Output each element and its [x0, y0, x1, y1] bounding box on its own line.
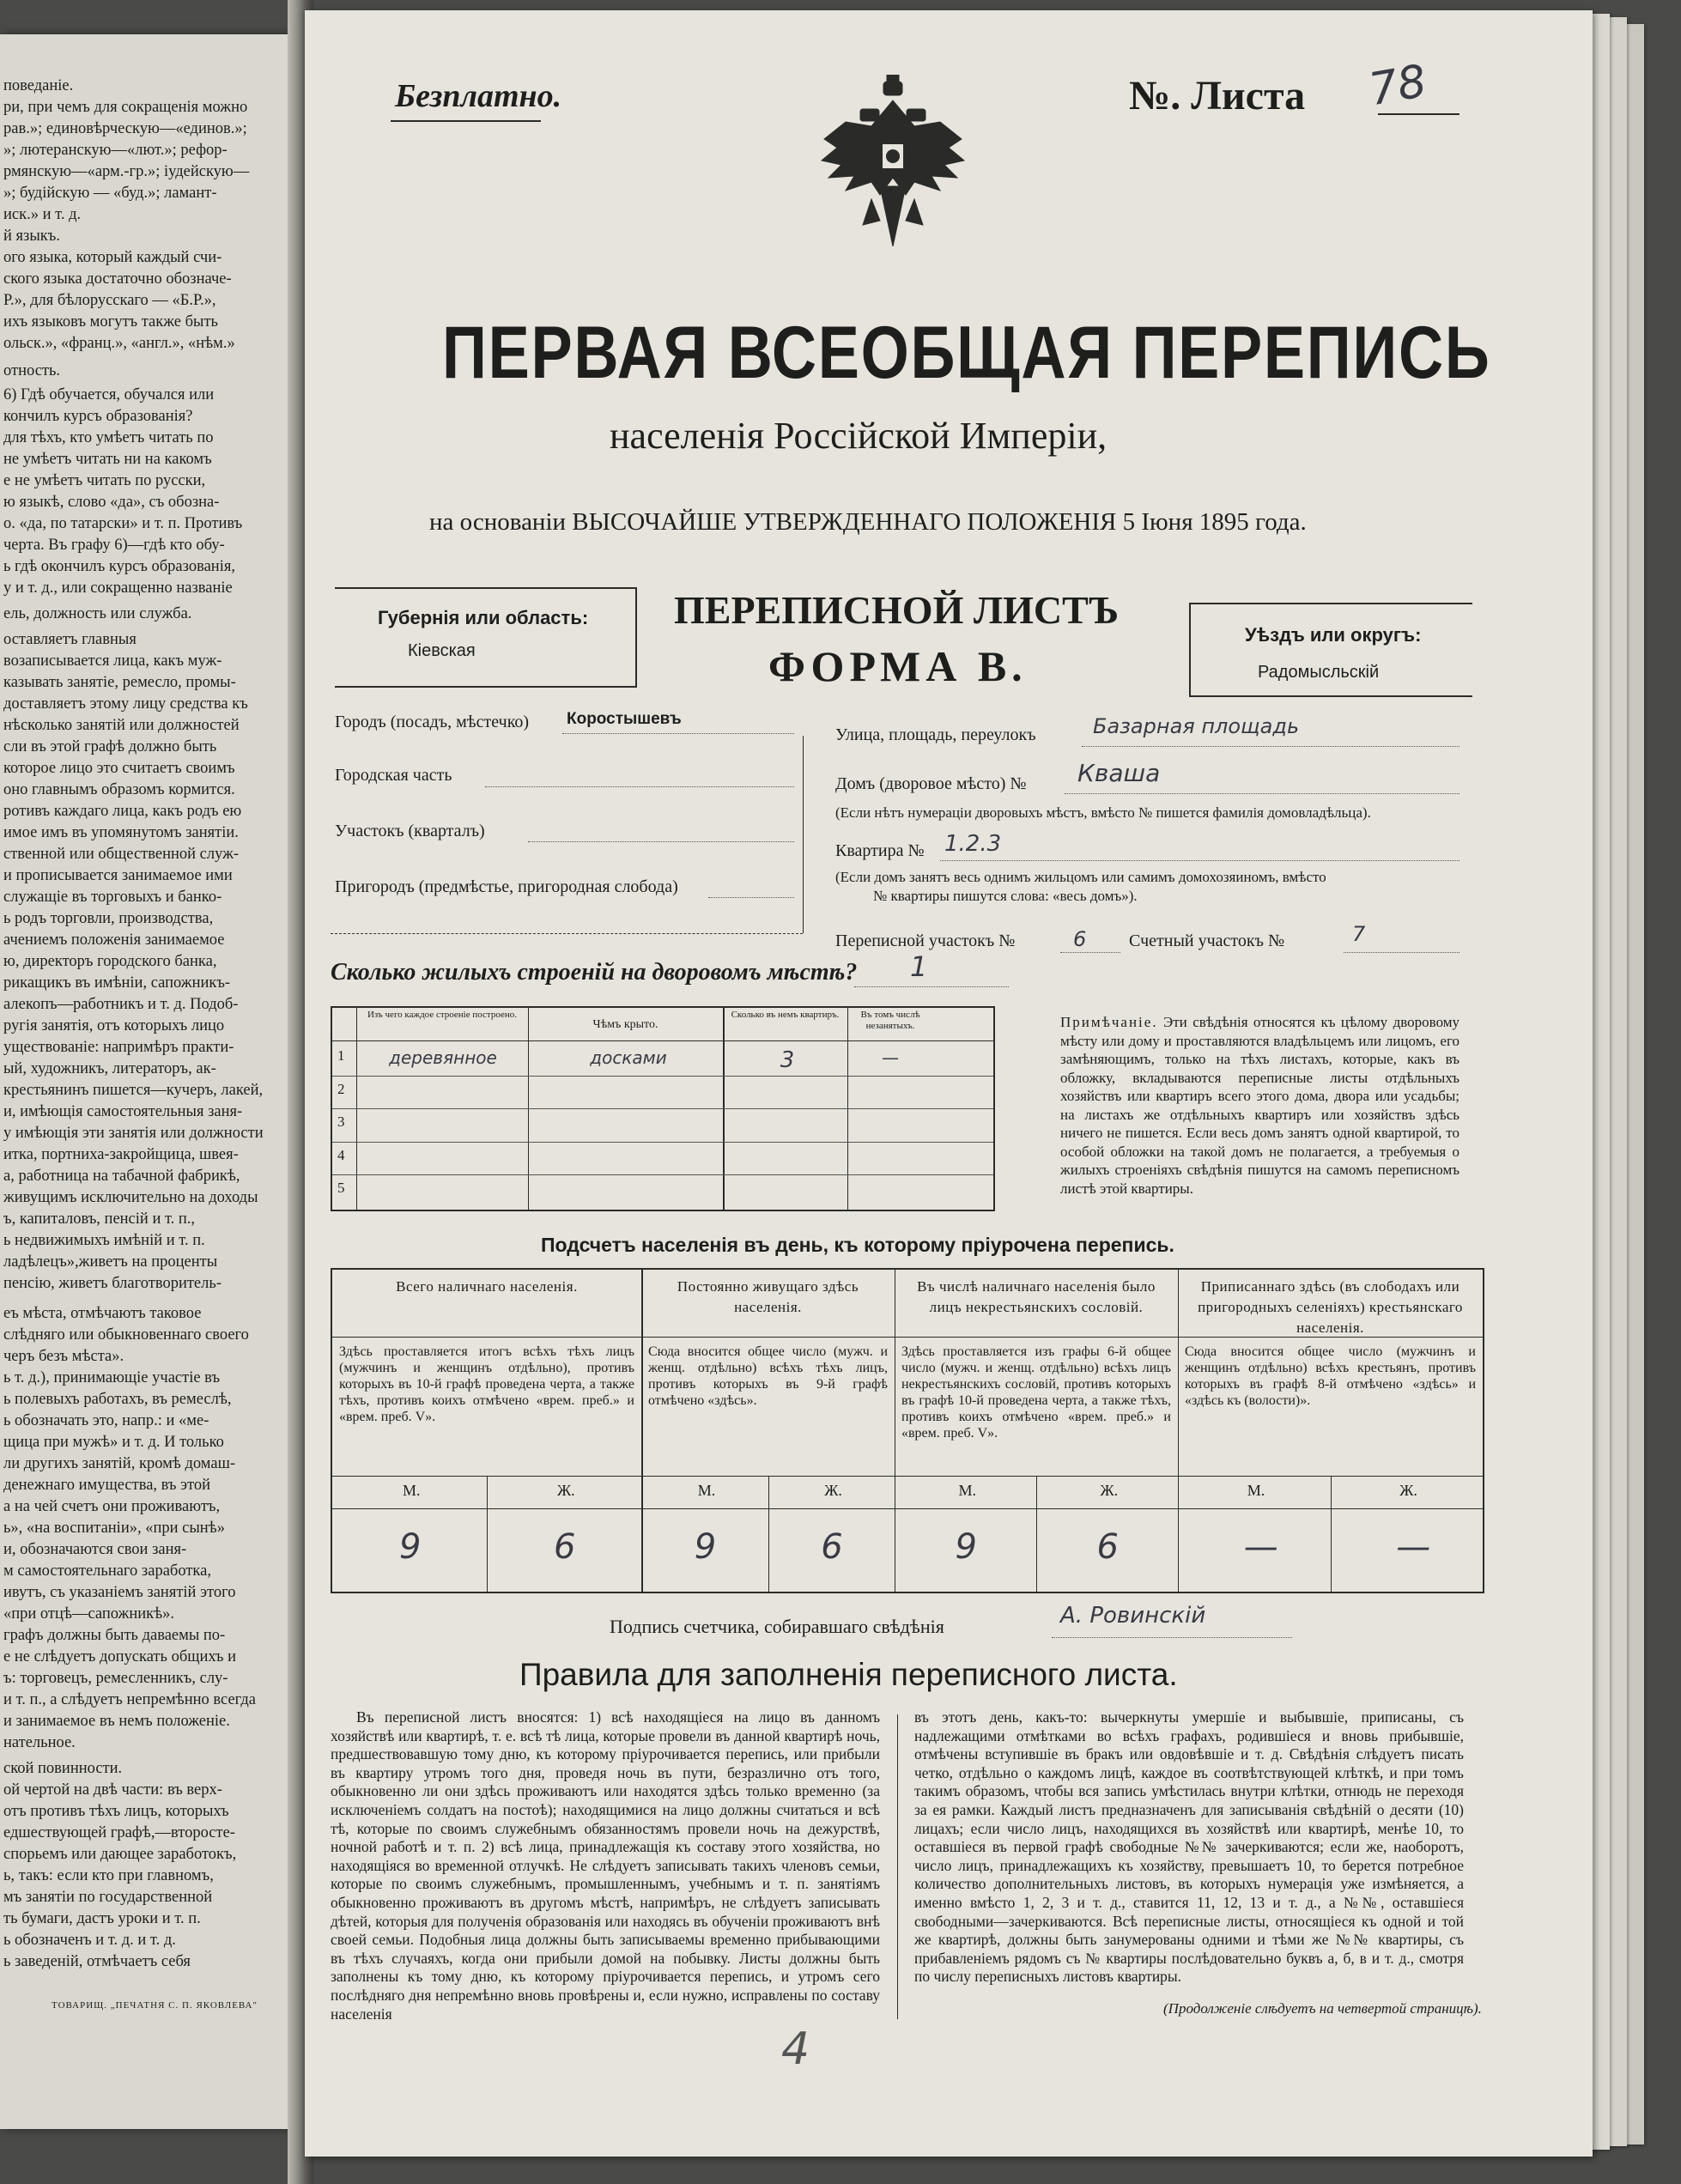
buildings-row-line: [332, 1174, 993, 1175]
left-page-line: е не слѣдуетъ допускать общихъ и: [3, 1648, 237, 1665]
city-part-line: [485, 786, 794, 787]
box-line-right-top: [1189, 603, 1472, 604]
left-page-line: и т. п., а слѣдуетъ непремѣнно всегда: [3, 1691, 256, 1708]
street-value: Базарная площадь: [1093, 714, 1300, 738]
population-col-desc: Сюда вносится общее число (мужчинъ и женщинъ отдѣльно) всѣхъ крестьянъ, противъ которыхъ въ графѣ 8-й отмѣчено «здѣсь» и «здѣсь къ (волости)».: [1185, 1344, 1476, 1408]
signature-line: [1052, 1637, 1292, 1638]
apartment-note-1: (Если домъ занятъ весь однимъ жильцомъ или самимъ домохозяиномъ, вмѣсто: [835, 869, 1326, 885]
left-page-line: »; будійскую — «буд.»; ламант-: [3, 185, 217, 202]
left-page-line: и, имѣющія самостоятельныя заня-: [3, 1103, 243, 1120]
buildings-row-number: 1: [337, 1047, 345, 1064]
left-page-line: ъ, капиталовъ, пенсій и т. п.,: [3, 1210, 196, 1228]
left-page-line: отъ противъ тѣхъ лицъ, которыхъ: [3, 1803, 229, 1820]
address-divider: [803, 736, 804, 933]
left-page-line: рикащикъ въ имѣніи, сапожникъ-: [3, 974, 231, 992]
population-col-line: [1178, 1270, 1179, 1592]
buildings-header-line: [332, 1040, 993, 1041]
count-district-line: [1344, 952, 1459, 953]
left-page-line: ь родъ торговли, производства,: [3, 910, 214, 927]
sheet-number-underline: [1378, 113, 1459, 115]
rules-title: Правила для заполненія переписного листа.: [519, 1657, 1178, 1692]
left-page-line: сли въ этой графѣ должно быть: [3, 738, 217, 755]
population-male-label: М.: [1247, 1482, 1265, 1499]
left-page-line: кончилъ курсъ образованія?: [3, 408, 193, 425]
population-col-desc: Здѣсь проставляется изъ графы 6-й общее число (мужч. и женщ. отдѣльно) всѣхъ лицъ некрестьянскихъ сословій, противъ которыхъ въ графѣ 10-й проведена черта, а также тѣхъ, противъ коихъ отмѣчено «врем. преб.» и «врем. преб. V».: [901, 1344, 1171, 1441]
buildings-header-vacant: Въ томъ числѣ незанятыхъ.: [860, 1010, 920, 1031]
population-mf-divider: [487, 1476, 488, 1592]
left-page-line: отность.: [3, 362, 61, 379]
main-title: ПЕРВАЯ ВСЕОБЩАЯ ПЕРЕПИСЬ: [442, 312, 1491, 394]
left-page-line: ладѣлецъ»,живетъ на проценты: [3, 1253, 218, 1271]
left-page-line: уществованіе: напримѣръ практи-: [3, 1039, 234, 1056]
census-district-value: 6: [1073, 927, 1087, 951]
left-page-line: имое имъ въ упомянутомъ занятіи.: [3, 824, 239, 841]
district-label: Участокъ (кварталъ): [335, 822, 485, 840]
left-page-line: ель, должность или служба.: [3, 605, 192, 622]
left-page-line: пенсію, живетъ благотворитель-: [3, 1275, 222, 1292]
population-male-value: 9: [694, 1527, 717, 1567]
left-page-line: 6) Гдѣ обучается, обучался или: [3, 386, 215, 403]
left-page-line: не умѣетъ читать ни на какомъ: [3, 451, 212, 468]
city-line: [562, 733, 794, 734]
left-page-line: ихъ языковъ могутъ также быть: [3, 313, 218, 331]
left-page-line: иск.» и т. д.: [3, 206, 82, 223]
left-page-line: ротивъ каждаго лица, какъ родъ ею: [3, 803, 242, 820]
population-female-label: Ж.: [824, 1482, 842, 1499]
population-col-header: Приписаннаго здѣсь (въ слободахъ или пригородныхъ селеніяхъ) крестьянскаго населенія.: [1198, 1278, 1463, 1336]
left-page-line: ю, директоръ городского банка,: [3, 953, 217, 970]
left-page-line: мъ занятіи по государственной: [3, 1889, 213, 1906]
left-page-line: живущимъ исключительно на доходы: [3, 1189, 258, 1206]
left-page-line: »; лютеранскую—«лют.»; рефор-: [3, 142, 228, 159]
population-female-label: Ж.: [557, 1482, 575, 1499]
form-letter: ФОРМА В.: [768, 642, 1028, 690]
left-page-line: доставляетъ этому лицу средства къ: [3, 695, 248, 713]
left-page-line: ского языка достаточно обозначе-: [3, 270, 232, 288]
population-male-value: —: [1243, 1527, 1278, 1567]
buildings-header-material: Изъ чего каждое строеніе построено.: [367, 1010, 518, 1020]
left-page-line: ь, такъ: если кто при главномъ,: [3, 1867, 214, 1884]
buildings-header-apartments: Сколько въ немъ квартиръ.: [731, 1010, 840, 1020]
census-district-label: Переписной участокъ №: [835, 931, 1016, 950]
left-page-line: ь заведеній, отмѣчаетъ себя: [3, 1953, 191, 1970]
left-page-line: Р.», для бѣлорусскаго — «Б.Р.»,: [3, 292, 216, 309]
left-page-line: ственной или общественной служ-: [3, 846, 240, 863]
population-header-line: [641, 1337, 895, 1338]
population-male-label: М.: [697, 1482, 716, 1499]
buildings-row-line: [332, 1108, 993, 1109]
left-page-line: ый, художникъ, литераторъ, ак-: [3, 1060, 216, 1077]
population-female-value: 6: [1096, 1527, 1119, 1567]
buildings-row-material: деревянное: [389, 1047, 497, 1068]
left-page-line: оставляетъ главныя: [3, 631, 137, 648]
buildings-row-apartments: 3: [780, 1047, 795, 1073]
left-page-line: ой чертой на двѣ части: въ верх-: [3, 1781, 222, 1799]
population-female-label: Ж.: [1100, 1482, 1119, 1499]
house-line: [1065, 793, 1459, 794]
sheet-number-label: №. Листа: [1129, 73, 1306, 118]
page-number: 4: [781, 2023, 810, 2075]
street-line: [1082, 746, 1459, 747]
left-page-line: ь т. д.), принимающіе участіе въ: [3, 1369, 221, 1386]
buildings-row-number: 4: [337, 1146, 345, 1163]
left-page-line: рав.»; единовѣрческую—«единов.»;: [3, 120, 247, 137]
left-page-line: нательное.: [3, 1734, 76, 1751]
left-page-line: и занимаемое въ немъ положеніе.: [3, 1713, 230, 1730]
left-page-line: алекопъ—работникъ и т. д. Подоб-: [3, 996, 239, 1013]
left-page-line: щица при мужѣ» и т. д. И только: [3, 1434, 224, 1451]
buildings-header-roof: Чѣмъ крыто.: [592, 1018, 658, 1031]
left-page-line: крестьянинъ пишется—кучеръ, лакей,: [3, 1082, 264, 1099]
population-table: [331, 1268, 1484, 1593]
left-page-line: слѣдняго или обыкновеннаго своего: [3, 1326, 249, 1344]
rules-continuation: (Продолженіе слѣдуетъ на четвертой страницѣ).: [1163, 2000, 1482, 2017]
left-page-line: ь недвижимыхъ имѣній и т. п.: [3, 1232, 205, 1249]
left-page-line: ь обозначать это, напр.: и «ме-: [3, 1412, 209, 1429]
population-col-desc: Здѣсь проставляется итогъ всѣхъ тѣхъ лицъ (мужчинъ и женщинъ отдѣльно), противъ которыхъ въ 10-й графѣ проведена черта, а также тѣхъ, противъ коихъ отмѣчено «врем. преб.» и «врем. преб. V».: [339, 1344, 634, 1424]
left-page-line: а, работница на табачной фабрикѣ,: [3, 1168, 240, 1185]
buildings-row-roof: досками: [590, 1047, 667, 1068]
left-page-line: спорьемъ или дающее заработокъ,: [3, 1846, 237, 1863]
house-value: Кваша: [1077, 759, 1161, 787]
population-col-header: Постоянно живущаго здѣсь населенія.: [677, 1278, 859, 1315]
left-page-line: оно главнымъ образомъ кормится.: [3, 781, 235, 798]
suburb-line: [708, 897, 794, 898]
left-page-line: графъ должны быть даваемы по-: [3, 1627, 226, 1644]
signature-value: А. Ровинскій: [1060, 1603, 1206, 1629]
left-page-line: о. «да, по татарски» и т. п. Противъ: [3, 515, 243, 532]
buildings-row-vacant: —: [882, 1047, 899, 1068]
population-col-desc: Сюда вносится общее число (мужч. и женщ. отдѣльно) всѣхъ тѣхъ лицъ, противъ которыхъ въ 9-й графѣ отмѣчено «здѣсь».: [648, 1344, 888, 1408]
uezd-value: Радомысльскій: [1258, 663, 1380, 682]
left-page-line: у и т. д., или сокращенно названіе: [3, 579, 233, 597]
gubernia-label: Губернія или область:: [378, 607, 589, 628]
left-page-line: итка, портниха-закройщица, швея-: [3, 1146, 239, 1163]
rules-column-1: Въ переписной листъ вносятся: 1) всѣ находящіеся на лицо въ данномъ хозяйствѣ или квартирѣ, т. е. всѣ тѣ лица, которые провели въ данной квартирѣ ночь, предшествовавшую тому дню, къ которому пріурочивается перепись, или прибыли въ квартиру утромъ того дня, проведя ночь въ пути, безразлично отъ того, обыкновенно ли они здѣсь проживаютъ или находятся здѣсь только временно (за исключеніемъ солдатъ на постоѣ); находящимися на лицо должны считаться и всѣ тѣ, которые по своимъ служебнымъ обязанностямъ провели ночь на дежурствѣ, ночной работѣ и т. п. 2) всѣ лица, принадлежащія къ составу этого хозяйства, но находящіяся во временной отлучкѣ. Не слѣдуетъ записывать такихъ членовъ семьи, которые по своимъ служебнымъ, промышленнымъ, учебнымъ и т. п. занятіямъ обыкновенно проживаютъ въ другомъ мѣстѣ, напримѣръ, не слѣдуетъ записывать дѣтей, которыя для полученія образованія или находясь въ обученіи проживаютъ внѣ своей семьи. Подобныя лица должны быть записываемы временно прибывающими въ тѣхъ случаяхъ, когда они прибыли домой на побывку. Листы должны быть заполнены къ тому дню, къ которому пріурочивается перепись, и утромъ сего послѣдняго дня непремѣнно вновь провѣрены и, если нужно, исправлены по составу населенія: [331, 1708, 880, 2023]
buildings-row-number: 5: [337, 1180, 345, 1197]
left-page-line: еъ мѣста, отмѣчаютъ таковое: [3, 1305, 202, 1322]
population-col-header: Всего наличнаго населенія.: [396, 1278, 578, 1295]
buildings-row-line: [332, 1142, 993, 1143]
rules-divider: [897, 1714, 898, 2019]
apartment-value: 1.2.3: [944, 831, 1002, 857]
buildings-note: [1060, 1013, 1459, 1198]
population-mf-divider: [1331, 1476, 1332, 1592]
buildings-table: [331, 1006, 995, 1211]
population-male-value: 9: [955, 1527, 977, 1567]
left-page-line: ого языка, который каждый счи-: [3, 249, 222, 266]
city-part-label: Городская часть: [335, 766, 452, 785]
population-header-line: [1178, 1337, 1483, 1338]
left-page-line: е не умѣетъ читать по русски,: [3, 472, 206, 489]
population-title: Подсчетъ населенія въ день, къ которому пріурочена перепись.: [541, 1234, 1174, 1256]
buildings-row-line: [332, 1076, 993, 1077]
left-page-line: ивутъ, съ указаніемъ занятій этого: [3, 1584, 236, 1601]
city-label: Городъ (посадъ, мѣстечко): [335, 713, 530, 731]
printer-credit: ТОВАРИЩ. „ПЕЧАТНЯ С. П. ЯКОВЛЕВА": [52, 2000, 258, 2011]
left-page-line: ь», «на воспитаніи», «при сынѣ»: [3, 1520, 225, 1537]
free-label: Безплатно.: [395, 78, 562, 114]
population-male-value: 9: [399, 1527, 422, 1567]
box-line-left-top: [335, 587, 635, 589]
left-page-line: м самостоятельнаго заработка,: [3, 1562, 211, 1580]
left-page-line: «при отцѣ—сапожникѣ».: [3, 1605, 175, 1623]
box-line-right-bottom: [1189, 695, 1472, 697]
population-female-value: —: [1396, 1527, 1431, 1567]
buildings-row-number: 2: [337, 1080, 345, 1097]
box-line-left-vert: [635, 587, 637, 686]
imperial-eagle-emblem: [820, 75, 966, 246]
buildings-answer: 1: [910, 950, 928, 983]
population-male-label: М.: [403, 1482, 421, 1499]
apartment-label: Квартира №: [835, 841, 925, 860]
population-male-label: М.: [958, 1482, 977, 1499]
city-value: Коростышевъ: [567, 710, 682, 728]
count-district-label: Счетный участокъ №: [1129, 931, 1285, 950]
left-page-line: для тѣхъ, кто умѣетъ читать по: [3, 429, 214, 446]
sheet-number-value: 78: [1365, 55, 1430, 117]
left-page-line: которое лицо это считаетъ своимъ: [3, 760, 235, 777]
buildings-question: Сколько жилыхъ строеній на дворовомъ мѣстѣ?: [331, 959, 858, 986]
population-female-value: 6: [554, 1527, 576, 1567]
subtitle: населенія Россійской Имперіи,: [610, 415, 1108, 457]
left-page-line: рмянскую—«арм.-гр.»; іудейскую—: [3, 163, 250, 180]
population-header-line: [895, 1337, 1178, 1338]
left-page-line: ъ: торговецъ, ремесленникъ, слу-: [3, 1670, 228, 1687]
left-page-line: возаписывается лица, какъ муж-: [3, 652, 222, 670]
left-page-line: черъ безъ мѣста».: [3, 1348, 124, 1365]
apartment-note-2: № квартиры пишутся слова: «весь домъ»).: [873, 888, 1138, 904]
left-page-line: ри, при чемъ для сокращенія можно: [3, 99, 248, 116]
left-page-line: а на чей счетъ они проживаютъ,: [3, 1498, 221, 1515]
census-district-line: [1060, 952, 1120, 953]
population-female-value: 6: [821, 1527, 843, 1567]
left-page-line: ю языкѣ, слово «да», съ обозна-: [3, 494, 220, 511]
left-page-line: ь полевыхъ работахъ, въ ремеслѣ,: [3, 1391, 232, 1408]
census-form-page: [305, 10, 1593, 2157]
left-page-line: ской повинности.: [3, 1760, 123, 1777]
apartment-line: [940, 860, 1459, 861]
population-col-header: Въ числѣ наличнаго населенія было лицъ некрестьянскихъ сословій.: [917, 1278, 1156, 1315]
address-separator: [331, 933, 803, 934]
buildings-row-number: 3: [337, 1113, 345, 1131]
uezd-label: Уѣздъ или округъ:: [1245, 624, 1422, 646]
population-mf-divider: [1036, 1476, 1037, 1592]
rules-column-2: въ этотъ день, какъ-то: вычеркнуты умершіе и выбывшіе, приписаны, съ надлежащими отмѣтками во всѣхъ графахъ, родившіеся и вновь прибывшіе, отмѣчены вступившіе въ бракъ или овдовѣвшіе и т. д. Свѣдѣнія слѣдуетъ писать четко, отдѣльно о каждомъ лицѣ, каждое въ соотвѣтствующей клѣткѣ, и при томъ такимъ образомъ, чтобы вся запись умѣстилась внутри клѣтки, отнюдь не переходя за ея рамки. Каждый листъ предназначенъ для записыванія свѣдѣній о десяти (10) лицахъ; если число лицъ, находящихся въ хозяйствѣ или квартирѣ, менѣе 10, то оставшіеся въ первой графѣ свободные №№ зачеркиваются; если же, наоборотъ, число лицъ, принадлежащихъ къ хозяйству, превышаетъ 10, то берется потребное количество дополнительныхъ листовъ, въ которыхъ нумерація уже измѣняется, а именно вмѣсто 1, 2, 3 и т. д., ставится 11, 12, 13 и т. д., а №№, оставшіеся свободными—зачеркиваются. Всѣ переписные листы, относящіеся къ одной и той же квартирѣ, должны быть занумерованы одними и тѣми же №№ квартиры, съ прибавленіемъ рядомъ съ № квартиры послѣдовательно буквъ а, б, в и т. д., смотря по числу переписныхъ листовъ квартиры.: [914, 1708, 1464, 1986]
street-label: Улица, площадь, переулокъ: [835, 725, 1036, 744]
signature-label: Подпись счетчика, собиравшаго свѣдѣнія: [610, 1616, 944, 1637]
gubernia-value: Кіевская: [408, 641, 476, 660]
population-mf-divider: [768, 1476, 769, 1592]
form-heading: ПЕРЕПИСНОЙ ЛИСТЪ: [674, 588, 1120, 632]
left-page-line: й языкъ.: [3, 228, 60, 245]
decree-line: на основаніи ВЫСОЧАЙШЕ УТВЕРЖДЕННАГО ПОЛОЖЕНІЯ 5 Іюня 1895 года.: [429, 508, 1307, 536]
box-line-left-bottom: [335, 686, 637, 688]
left-page-line: ть бумаги, дастъ уроки и т. п.: [3, 1910, 201, 1927]
left-page-line: черта. Въ графу 6)—гдѣ кто обу-: [3, 537, 225, 554]
buildings-answer-line: [854, 986, 1009, 987]
left-facing-page: [0, 34, 305, 2129]
left-page-line: ли другихъ занятій, кромѣ домаш-: [3, 1455, 235, 1472]
population-col-line: [641, 1270, 643, 1592]
population-header-line: [332, 1337, 641, 1338]
left-page-line: ь обозначенъ и т. д. и т. д.: [3, 1932, 176, 1949]
left-page-line: денежнаго имущества, въ этой: [3, 1477, 211, 1494]
left-page-line: едшествующей графѣ,—второсте-: [3, 1824, 235, 1841]
left-page-line: ольск.», «франц.», «англ.», «нѣм.»: [3, 335, 235, 352]
count-district-value: 7: [1352, 922, 1366, 946]
free-underline: [391, 120, 541, 122]
left-page-line: ачениемъ положенія занимаемое: [3, 931, 225, 949]
left-page-line: казывать занятіе, ремесло, промы-: [3, 674, 236, 691]
left-page-line: поведаніе.: [3, 77, 74, 94]
box-line-right-vert: [1189, 603, 1191, 695]
buildings-note-text: Эти свѣдѣнія относятся къ цѣлому дворовому мѣсту или дому и проставляются владѣльцемъ или лицомъ, его замѣняющимъ, только на тѣхъ листахъ, которые, какъ въ обложку, вкладываются переписные листы отдѣльныхъ хозяйствъ или квартиръ всего этого дома, двора или усадьбы; на листахъ же отдѣльныхъ квартиръ или хозяйствъ здѣсь ничего не пишется. Если весь домъ занятъ одной квартирой, то особой обложки на такой домъ не полагается, а требуемыя о жилыхъ строеніяхъ свѣдѣнія пишутся на самомъ переписномъ листѣ этой квартиры.: [1060, 1014, 1460, 1197]
left-page-line: у имѣющія эти занятія или должности: [3, 1125, 264, 1142]
left-page-line: служащіе въ торговыхъ и банко-: [3, 889, 222, 906]
house-note: (Если нѣтъ нумераціи дворовыхъ мѣстъ, вмѣсто № пишется фамилія домовладѣльца).: [835, 804, 1371, 821]
suburb-label: Пригородъ (предмѣстье, пригородная слобода): [335, 877, 678, 896]
district-line: [528, 841, 794, 842]
left-page-line: и, обозначаются свои заня-: [3, 1541, 187, 1558]
left-page-line: нѣсколько занятій или должностей: [3, 717, 240, 734]
left-page-line: и прописывается занимаемое ими: [3, 867, 233, 884]
house-label: Домъ (дворовое мѣсто) №: [835, 774, 1027, 793]
population-female-label: Ж.: [1399, 1482, 1417, 1499]
left-page-line: ругія занятія, отъ которыхъ лицо: [3, 1017, 225, 1034]
buildings-note-title: Примѣчаніе.: [1060, 1014, 1158, 1030]
left-page-line: ь гдѣ окончилъ курсъ образованія,: [3, 558, 235, 575]
